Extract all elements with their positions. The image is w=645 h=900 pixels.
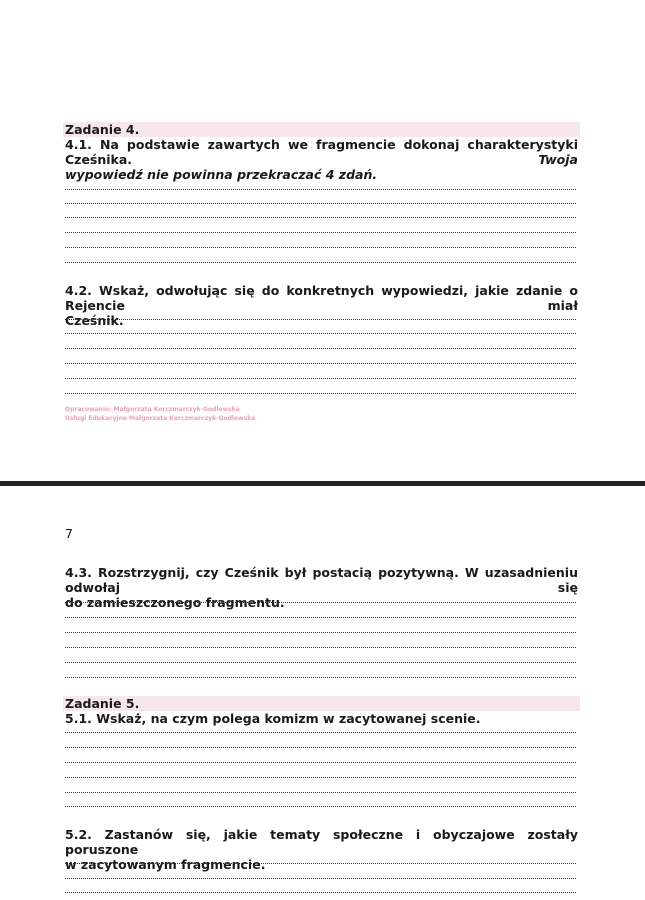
answer-line[interactable]: [65, 662, 576, 663]
question-4-2-line-2: Cześnik.: [65, 313, 124, 328]
answer-line[interactable]: [65, 677, 576, 678]
answer-line[interactable]: [65, 203, 576, 204]
question-4-1-italic-a: Twoja: [538, 152, 578, 167]
footer-credit-2: Usługi Edukacyjne Małgorzata Korczmarczyk-Godlewska: [65, 415, 256, 422]
footer-credit-1: Opracowanie: Małgorzata Korczmarczyk-Godlewska: [65, 406, 240, 413]
page-number: 7: [65, 526, 73, 541]
answer-line[interactable]: [65, 732, 576, 733]
answer-line[interactable]: [65, 333, 576, 334]
task-5-heading-band: [63, 696, 580, 711]
question-5-2-line-2: w zacytowanym fragmencie.: [65, 857, 266, 872]
question-4-3-line-1: 4.3. Rozstrzygnij, czy Cześnik był postacią pozytywną. W uzasadnieniu odwołaj się: [65, 565, 578, 595]
answer-line[interactable]: [65, 777, 576, 778]
answer-line[interactable]: [65, 232, 576, 233]
answer-line[interactable]: [65, 319, 576, 320]
task-5-heading: Zadanie 5.: [65, 696, 140, 711]
answer-line[interactable]: [65, 217, 576, 218]
answer-line[interactable]: [65, 602, 576, 603]
question-4-1: [65, 137, 578, 182]
question-4-2-line-1: 4.2. Wskaż, odwołując się do konkretnych wypowiedzi, jakie zdanie o Rejencie miał: [65, 283, 578, 313]
worksheet-page-2: [0, 486, 645, 900]
question-5-2-line-1: 5.2. Zastanów się, jakie tematy społeczne i obyczajowe zostały poruszone: [65, 827, 578, 857]
answer-line[interactable]: [65, 363, 576, 364]
question-4-2: [65, 283, 578, 328]
answer-line[interactable]: [65, 262, 576, 263]
question-4-1-number: 4.1.: [65, 137, 92, 152]
question-4-3-line-2: do zamieszczonego fragmentu.: [65, 595, 285, 610]
answer-line[interactable]: [65, 762, 576, 763]
question-4-1-line-1: [65, 137, 578, 167]
task-4-heading: Zadanie 4.: [65, 122, 140, 137]
question-4-3: [65, 565, 578, 610]
question-5-2: [65, 827, 578, 872]
answer-line[interactable]: [65, 747, 576, 748]
answer-line[interactable]: [65, 792, 576, 793]
answer-line[interactable]: [65, 247, 576, 248]
question-5-1: 5.1. Wskaż, na czym polega komizm w zacytowanej scenie.: [65, 711, 481, 726]
answer-line[interactable]: [65, 189, 576, 190]
question-4-1-italic-b: wypowiedź nie powinna przekraczać 4 zdań.: [65, 167, 378, 182]
answer-line[interactable]: [65, 878, 576, 879]
answer-line[interactable]: [65, 647, 576, 648]
answer-line[interactable]: [65, 393, 576, 394]
question-4-1-text: Na podstawie zawartych we fragmencie dokonaj charakterystyki Cześnika.: [65, 137, 578, 167]
task-4-heading-band: [63, 122, 580, 137]
answer-line[interactable]: [65, 632, 576, 633]
answer-line[interactable]: [65, 892, 576, 893]
answer-line[interactable]: [65, 617, 576, 618]
answer-line[interactable]: [65, 806, 576, 807]
answer-line[interactable]: [65, 378, 576, 379]
answer-line[interactable]: [65, 348, 576, 349]
answer-line[interactable]: [65, 863, 576, 864]
